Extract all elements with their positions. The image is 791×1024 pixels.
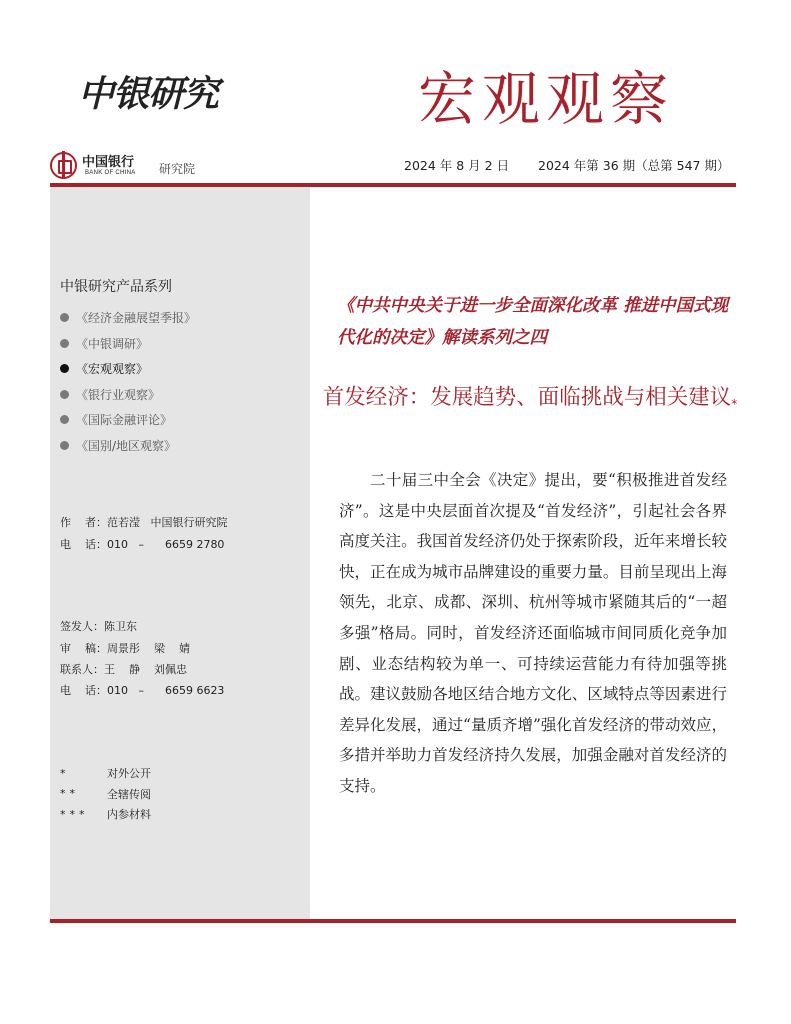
- contact-phone: 电 话：010 – 6659 6623: [60, 684, 225, 697]
- product-item: [60, 382, 196, 408]
- article-summary: 二十届三中全会《决定》提出，要“积极推进首发经济”。这是中央层面首次提及“首发经济”，引起社会各界高度关注。我国首发经济仍处于探索阶段，近年来增长较快，正在成为城市品牌建设的重要力量。目前呈现出上海领先，北京、成都、深圳、杭州等城市紧随其后的“一超多强”格局。同时，首发经济还面临城市间同质化竞争加剧、业态结构较为单一、可持续运营能力有待加强等挑战。建议鼓励各地区结合地方文化、区域特点等因素进行差异化发展，通过“量质齐增”强化首发经济的带动效应，多措并举助力首发经济持久发展，加强金融对首发经济的支持。: [339, 471, 727, 795]
- product-item: [60, 331, 196, 357]
- calligraphy-brand-title: 中银研究: [78, 73, 219, 115]
- author-phone: 电 话：010 – 6659 2780: [60, 538, 225, 551]
- level-stars: **: [60, 787, 79, 801]
- bullet-icon: [60, 415, 69, 424]
- product-label: 《经济金融展望季报》: [76, 311, 197, 326]
- product-item: [60, 407, 196, 433]
- bullet-icon: [60, 390, 69, 399]
- article-title-text: 首发经济：发展趋势、面临挑战与相关建议: [322, 385, 732, 410]
- product-item: [60, 305, 196, 331]
- level-label: 全辖传阅: [107, 787, 151, 801]
- product-label: 《中银调研》: [76, 336, 149, 351]
- signer-line: 签发人：陈卫东: [60, 620, 137, 633]
- level-label: 对外公开: [107, 767, 151, 781]
- level-stars: *: [60, 766, 70, 780]
- bank-of-china-logo-icon: [50, 152, 77, 179]
- level-stars: ***: [60, 807, 89, 821]
- bullet-icon: [60, 364, 69, 373]
- article-title: [320, 377, 740, 419]
- product-label: 《宏观观察》: [76, 362, 149, 377]
- product-label: 《国际金融评论》: [76, 413, 173, 428]
- bank-name-cn: 中国银行: [82, 155, 135, 170]
- bank-name-en: BANK OF CHINA: [85, 170, 136, 176]
- level-row: [60, 784, 151, 805]
- author-line: 作 者：范若滢 中国银行研究院: [60, 516, 228, 529]
- interpretation-series-title: 《中共中央关于进一步全面深化改革 推进中国式现代化的决定》解读系列之四: [337, 296, 729, 348]
- product-series-heading: 中银研究产品系列: [60, 279, 172, 295]
- bullet-icon: [60, 313, 69, 322]
- product-label: 《国别/地区观察》: [76, 438, 177, 453]
- product-series-list: [60, 305, 196, 458]
- contact-line: 联系人：王 静 刘佩忠: [60, 663, 187, 676]
- report-date: 2024 年 8 月 2 日: [404, 158, 510, 173]
- level-label: 内参材料: [107, 808, 151, 822]
- level-row: [60, 763, 151, 784]
- reviewer-line: 审 稿：周景彤 梁 婧: [60, 642, 190, 655]
- title-footnote-mark: *: [731, 397, 738, 411]
- level-row: [60, 804, 151, 825]
- footer-divider: [50, 919, 736, 923]
- bullet-icon: [60, 441, 69, 450]
- report-title: 宏观观察: [418, 65, 675, 133]
- product-item-current: [60, 356, 196, 382]
- product-label: 《银行业观察》: [76, 387, 161, 402]
- issue-number: 2024 年第 36 期（总第 547 期）: [538, 158, 730, 173]
- bullet-icon: [60, 339, 69, 348]
- product-item: [60, 433, 196, 459]
- distribution-levels: [60, 763, 151, 825]
- institute-label: 研究院: [159, 162, 196, 176]
